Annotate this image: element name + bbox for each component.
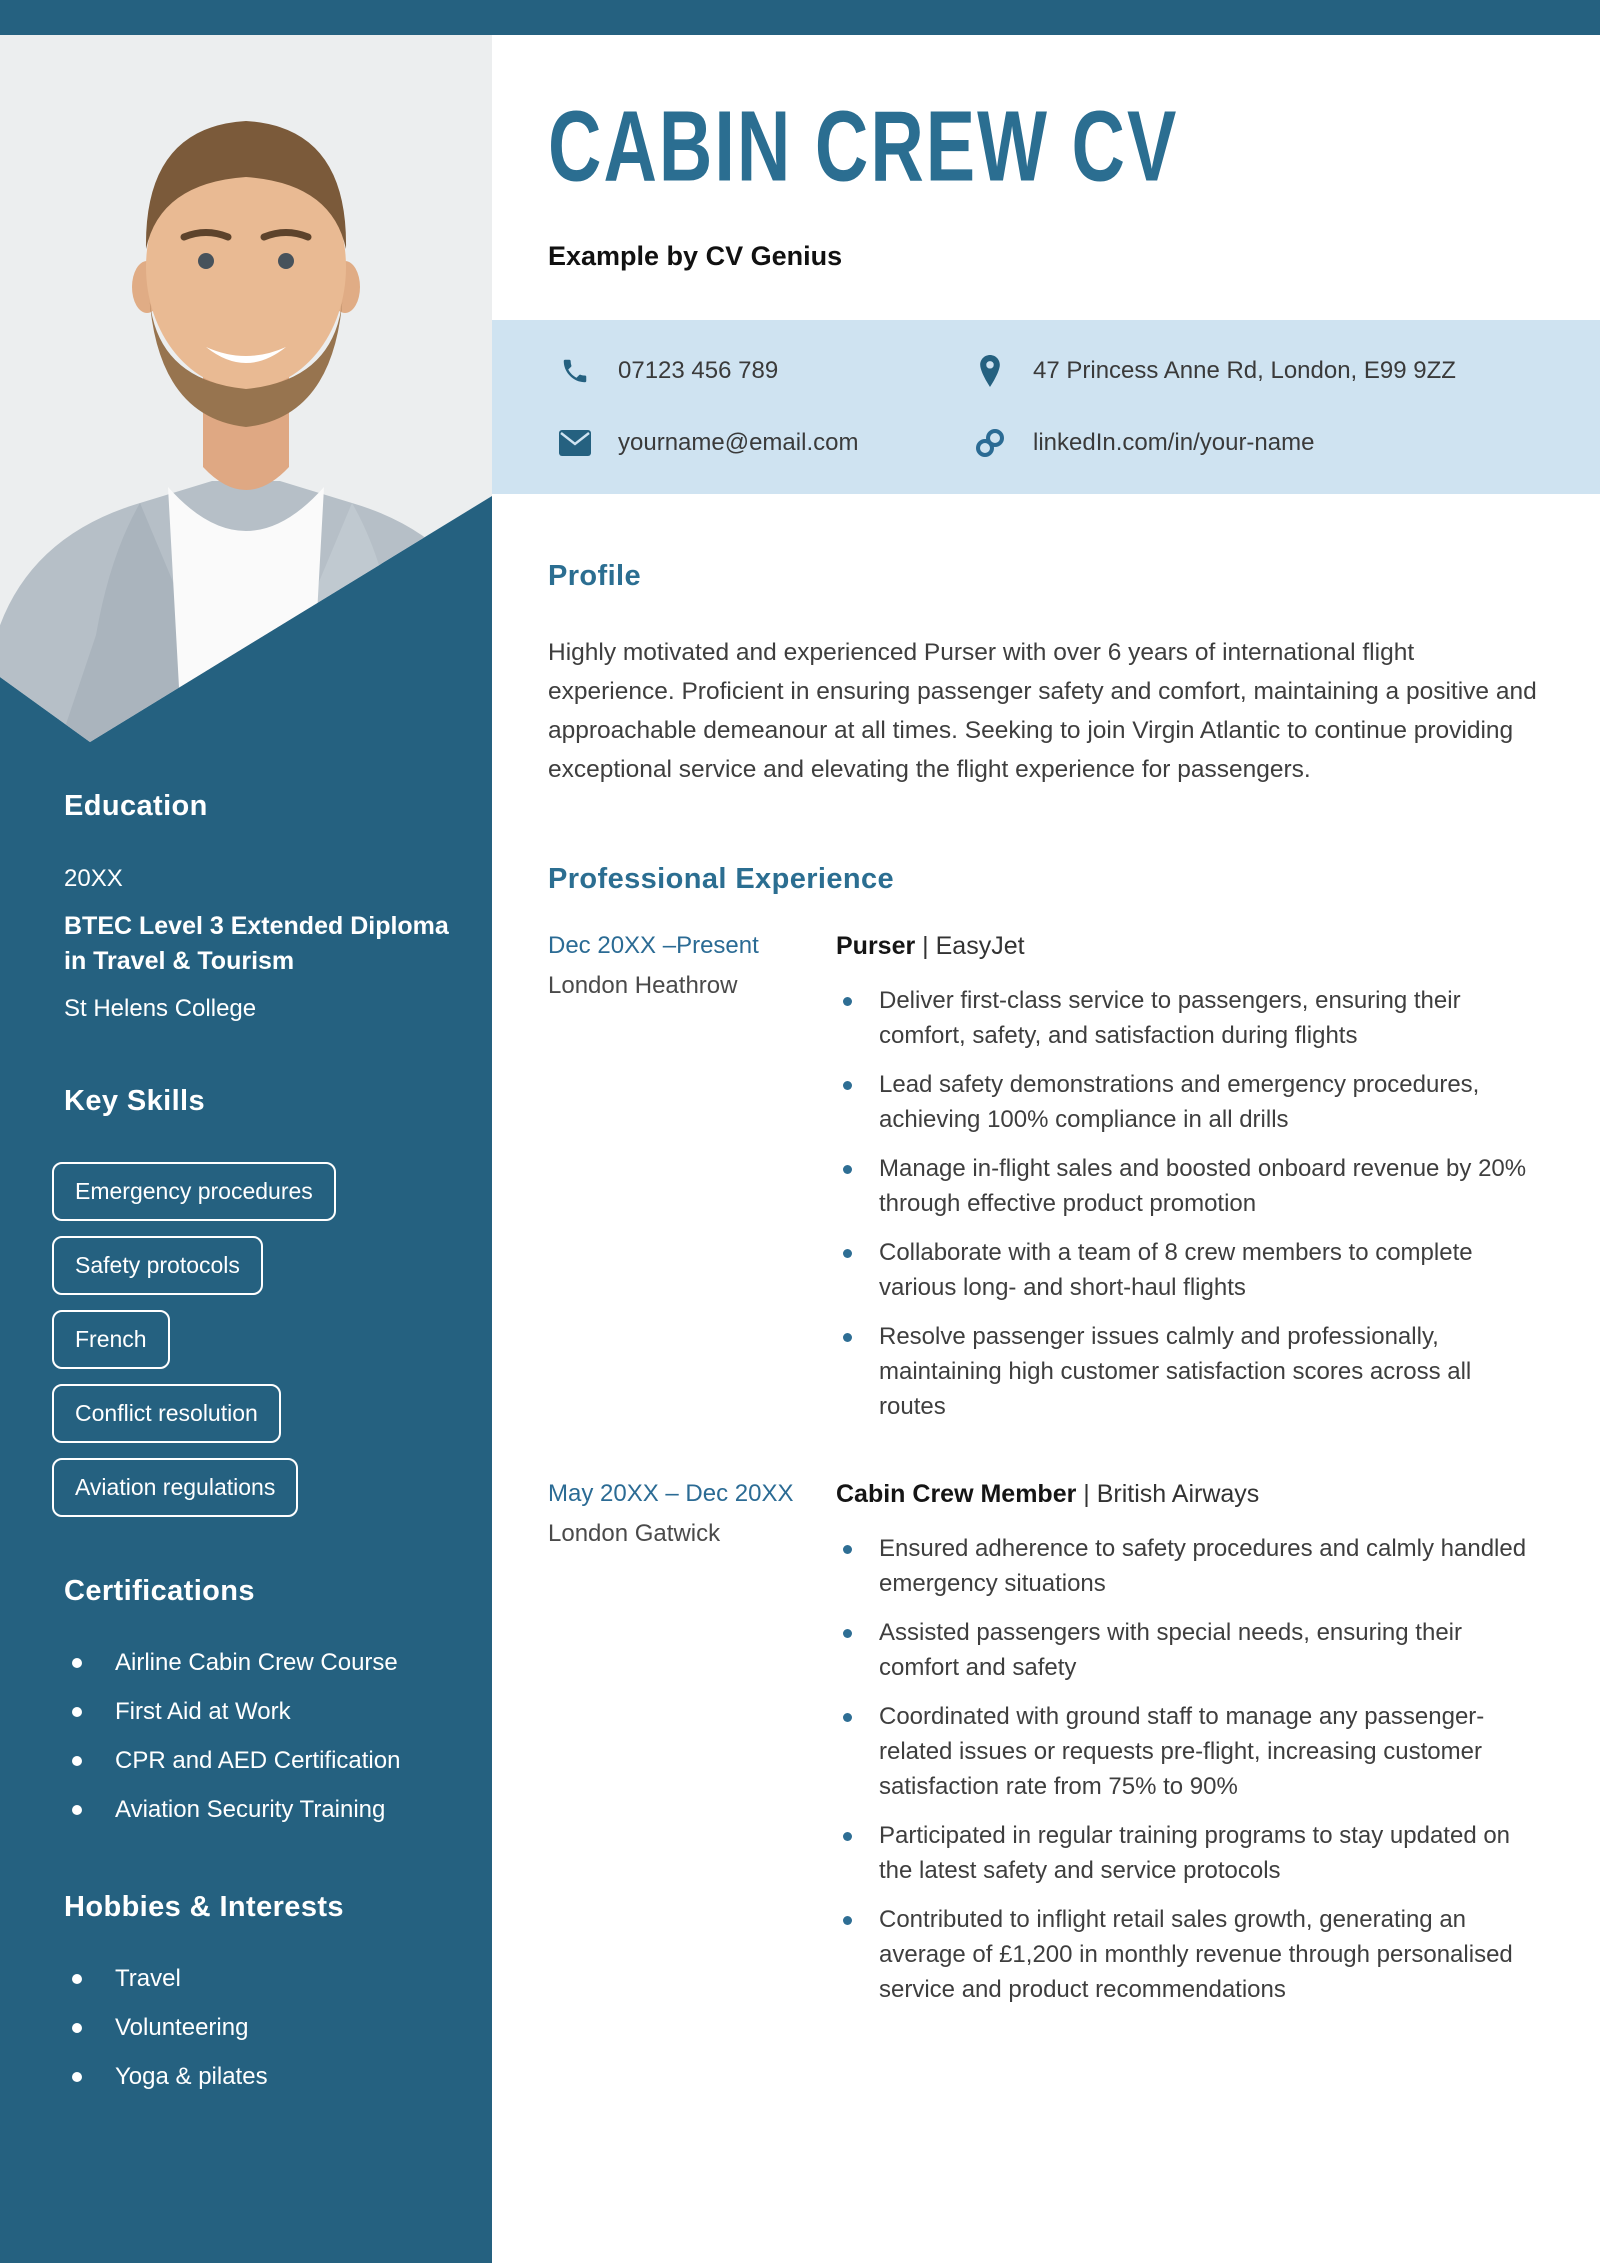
job-details (836, 1480, 1538, 2021)
sidebar (0, 35, 492, 2263)
main-content (492, 560, 1600, 2021)
bullet-dot (843, 1629, 852, 1638)
certifications-section (64, 1575, 464, 1825)
bullet-dot (72, 1974, 82, 1984)
contact-email[interactable] (558, 426, 973, 460)
job-dates: May 20XX – Dec 20XX (548, 1480, 794, 1507)
contact-bar (492, 320, 1600, 494)
address-text: 47 Princess Anne Rd, London, E99 9ZZ (1033, 357, 1456, 384)
skill-pill: Emergency procedures (52, 1162, 336, 1221)
job-bullet-text: Assisted passengers with special needs, ensuring their comfort and safety (879, 1619, 1462, 1681)
key-skills-heading: Key Skills (64, 1085, 206, 1117)
hobby-text: Volunteering (115, 2014, 249, 2041)
job-bullet-text: Resolve passenger issues calmly and professionally, maintaining high customer satisfaction scores across all routes (879, 1323, 1472, 1420)
list-item (836, 1818, 1538, 1888)
cv-header (492, 35, 1600, 272)
page-title: CABIN CREW CV (548, 90, 1179, 203)
contact-linkedin[interactable] (973, 426, 1580, 460)
bullet-dot (72, 1756, 82, 1766)
job-dates: Dec 20XX –Present (548, 932, 759, 959)
job-bullet-text: Coordinated with ground staff to manage any passenger-related issues or requests pre-flight, increasing customer satisfaction rate from 75% to 90% (879, 1703, 1485, 1800)
bullet-dot (843, 1081, 852, 1090)
list-item (64, 1746, 464, 1776)
skill-pill: Safety protocols (52, 1236, 263, 1295)
list-item (64, 1697, 464, 1727)
page-subtitle: Example by CV Genius (548, 241, 843, 271)
list-item (836, 1699, 1538, 1804)
list-item (836, 1067, 1538, 1137)
list-item (836, 1319, 1538, 1424)
list-item (64, 2062, 464, 2092)
bullet-dot (843, 1165, 852, 1174)
job-bullet-text: Collaborate with a team of 8 crew members to complete various long- and short-haul flights (879, 1239, 1473, 1301)
job-bullet-text: Ensured adherence to safety procedures and calmly handled emergency situations (879, 1535, 1527, 1597)
certification-text: CPR and AED Certification (115, 1747, 401, 1774)
list-item (64, 1648, 464, 1678)
list-item (64, 1964, 464, 1994)
job-title-line (836, 1480, 1538, 1509)
job-entry (548, 932, 1538, 1438)
certification-text: Airline Cabin Crew Course (115, 1649, 398, 1676)
job-company: EasyJet (928, 932, 1025, 960)
list-item (836, 1902, 1538, 2007)
job-company: British Airways (1089, 1480, 1260, 1508)
envelope-icon (558, 426, 592, 460)
job-title-line (836, 932, 1538, 961)
profile-paragraph: Highly motivated and experienced Purser with over 6 years of international flight experience. Proficient in ensuring passenger safety and comfort, maintaining a positive and approachable demeanour at all times. Seeking to join Virgin Atlantic to continue providing exceptional service and elevating the flight experience for passengers. (548, 639, 1537, 783)
bullet-dot (843, 1713, 852, 1722)
certifications-heading: Certifications (64, 1575, 255, 1607)
education-institution: St Helens College (64, 995, 257, 1022)
experience-section (548, 863, 1538, 2021)
job-entry (548, 1480, 1538, 2021)
linkedin-text[interactable]: linkedIn.com/in/your-name (1033, 429, 1315, 456)
job-title-separator: | (1083, 1480, 1090, 1508)
job-meta (548, 1480, 836, 2021)
list-item (64, 1795, 464, 1825)
key-skills-section (64, 1085, 464, 1517)
phone-icon (558, 354, 592, 388)
education-section (64, 790, 464, 1023)
job-location: London Gatwick (548, 1520, 721, 1547)
skill-pill: French (52, 1310, 170, 1369)
skill-pill: Conflict resolution (52, 1384, 281, 1443)
bullet-dot (843, 1545, 852, 1554)
bullet-dot (843, 1832, 852, 1841)
location-pin-icon (973, 354, 1007, 388)
top-accent-bar (0, 0, 1600, 35)
hobbies-list (64, 1964, 464, 2092)
bullet-dot (843, 1916, 852, 1925)
skill-pill: Aviation regulations (52, 1458, 298, 1517)
list-item (836, 1531, 1538, 1601)
education-qualification: BTEC Level 3 Extended Diploma in Travel & Tourism (64, 912, 449, 975)
skill-pill-list (52, 1162, 464, 1517)
job-details (836, 932, 1538, 1438)
phone-number: 07123 456 789 (618, 357, 779, 384)
sidebar-content (0, 742, 492, 2092)
main-column (492, 35, 1600, 2021)
list-item (836, 1615, 1538, 1685)
job-bullet-text: Deliver first-class service to passengers, ensuring their comfort, safety, and satisfaction during flights (879, 987, 1461, 1049)
job-title: Cabin Crew Member (836, 1480, 1077, 1508)
profile-photo (0, 35, 492, 742)
job-location: London Heathrow (548, 972, 738, 999)
headshot-illustration (0, 35, 492, 742)
bullet-dot (843, 997, 852, 1006)
list-item (836, 1235, 1538, 1305)
bullet-dot (843, 1249, 852, 1258)
list-item (836, 1151, 1538, 1221)
experience-heading: Professional Experience (548, 863, 895, 895)
bullet-dot (72, 2072, 82, 2082)
hobbies-section (64, 1891, 464, 2092)
contact-address (973, 354, 1580, 388)
profile-heading: Profile (548, 560, 642, 592)
job-bullet-list (836, 983, 1538, 1424)
job-bullet-text: Manage in-flight sales and boosted onboard revenue by 20% through effective product promotion (879, 1155, 1527, 1217)
list-item (836, 983, 1538, 1053)
job-title: Purser (836, 932, 916, 960)
bullet-dot (72, 1805, 82, 1815)
job-title-separator: | (922, 932, 929, 960)
bullet-dot (72, 1707, 82, 1717)
certifications-list (64, 1648, 464, 1825)
bullet-dot (843, 1333, 852, 1342)
education-year: 20XX (64, 865, 123, 892)
job-bullet-text: Participated in regular training programs to stay updated on the latest safety and service protocols (879, 1822, 1511, 1884)
certification-text: Aviation Security Training (115, 1796, 386, 1823)
bullet-dot (72, 1658, 82, 1668)
bullet-dot (72, 2023, 82, 2033)
hobby-text: Yoga & pilates (115, 2063, 268, 2090)
certification-text: First Aid at Work (115, 1698, 291, 1725)
email-text[interactable]: yourname@email.com (618, 429, 859, 456)
contact-phone (558, 354, 973, 388)
job-bullet-list (836, 1531, 1538, 2007)
education-heading: Education (64, 790, 208, 822)
title-box (548, 90, 1540, 215)
link-icon (973, 426, 1007, 460)
job-meta (548, 932, 836, 1438)
list-item (64, 2013, 464, 2043)
hobby-text: Travel (115, 1965, 181, 1992)
job-bullet-text: Contributed to inflight retail sales growth, generating an average of £1,200 in monthly revenue through personalised service and product recommendations (879, 1906, 1513, 2003)
job-bullet-text: Lead safety demonstrations and emergency procedures, achieving 100% compliance in all drills (879, 1071, 1480, 1133)
profile-section (548, 560, 1538, 789)
hobbies-heading: Hobbies & Interests (64, 1891, 344, 1923)
